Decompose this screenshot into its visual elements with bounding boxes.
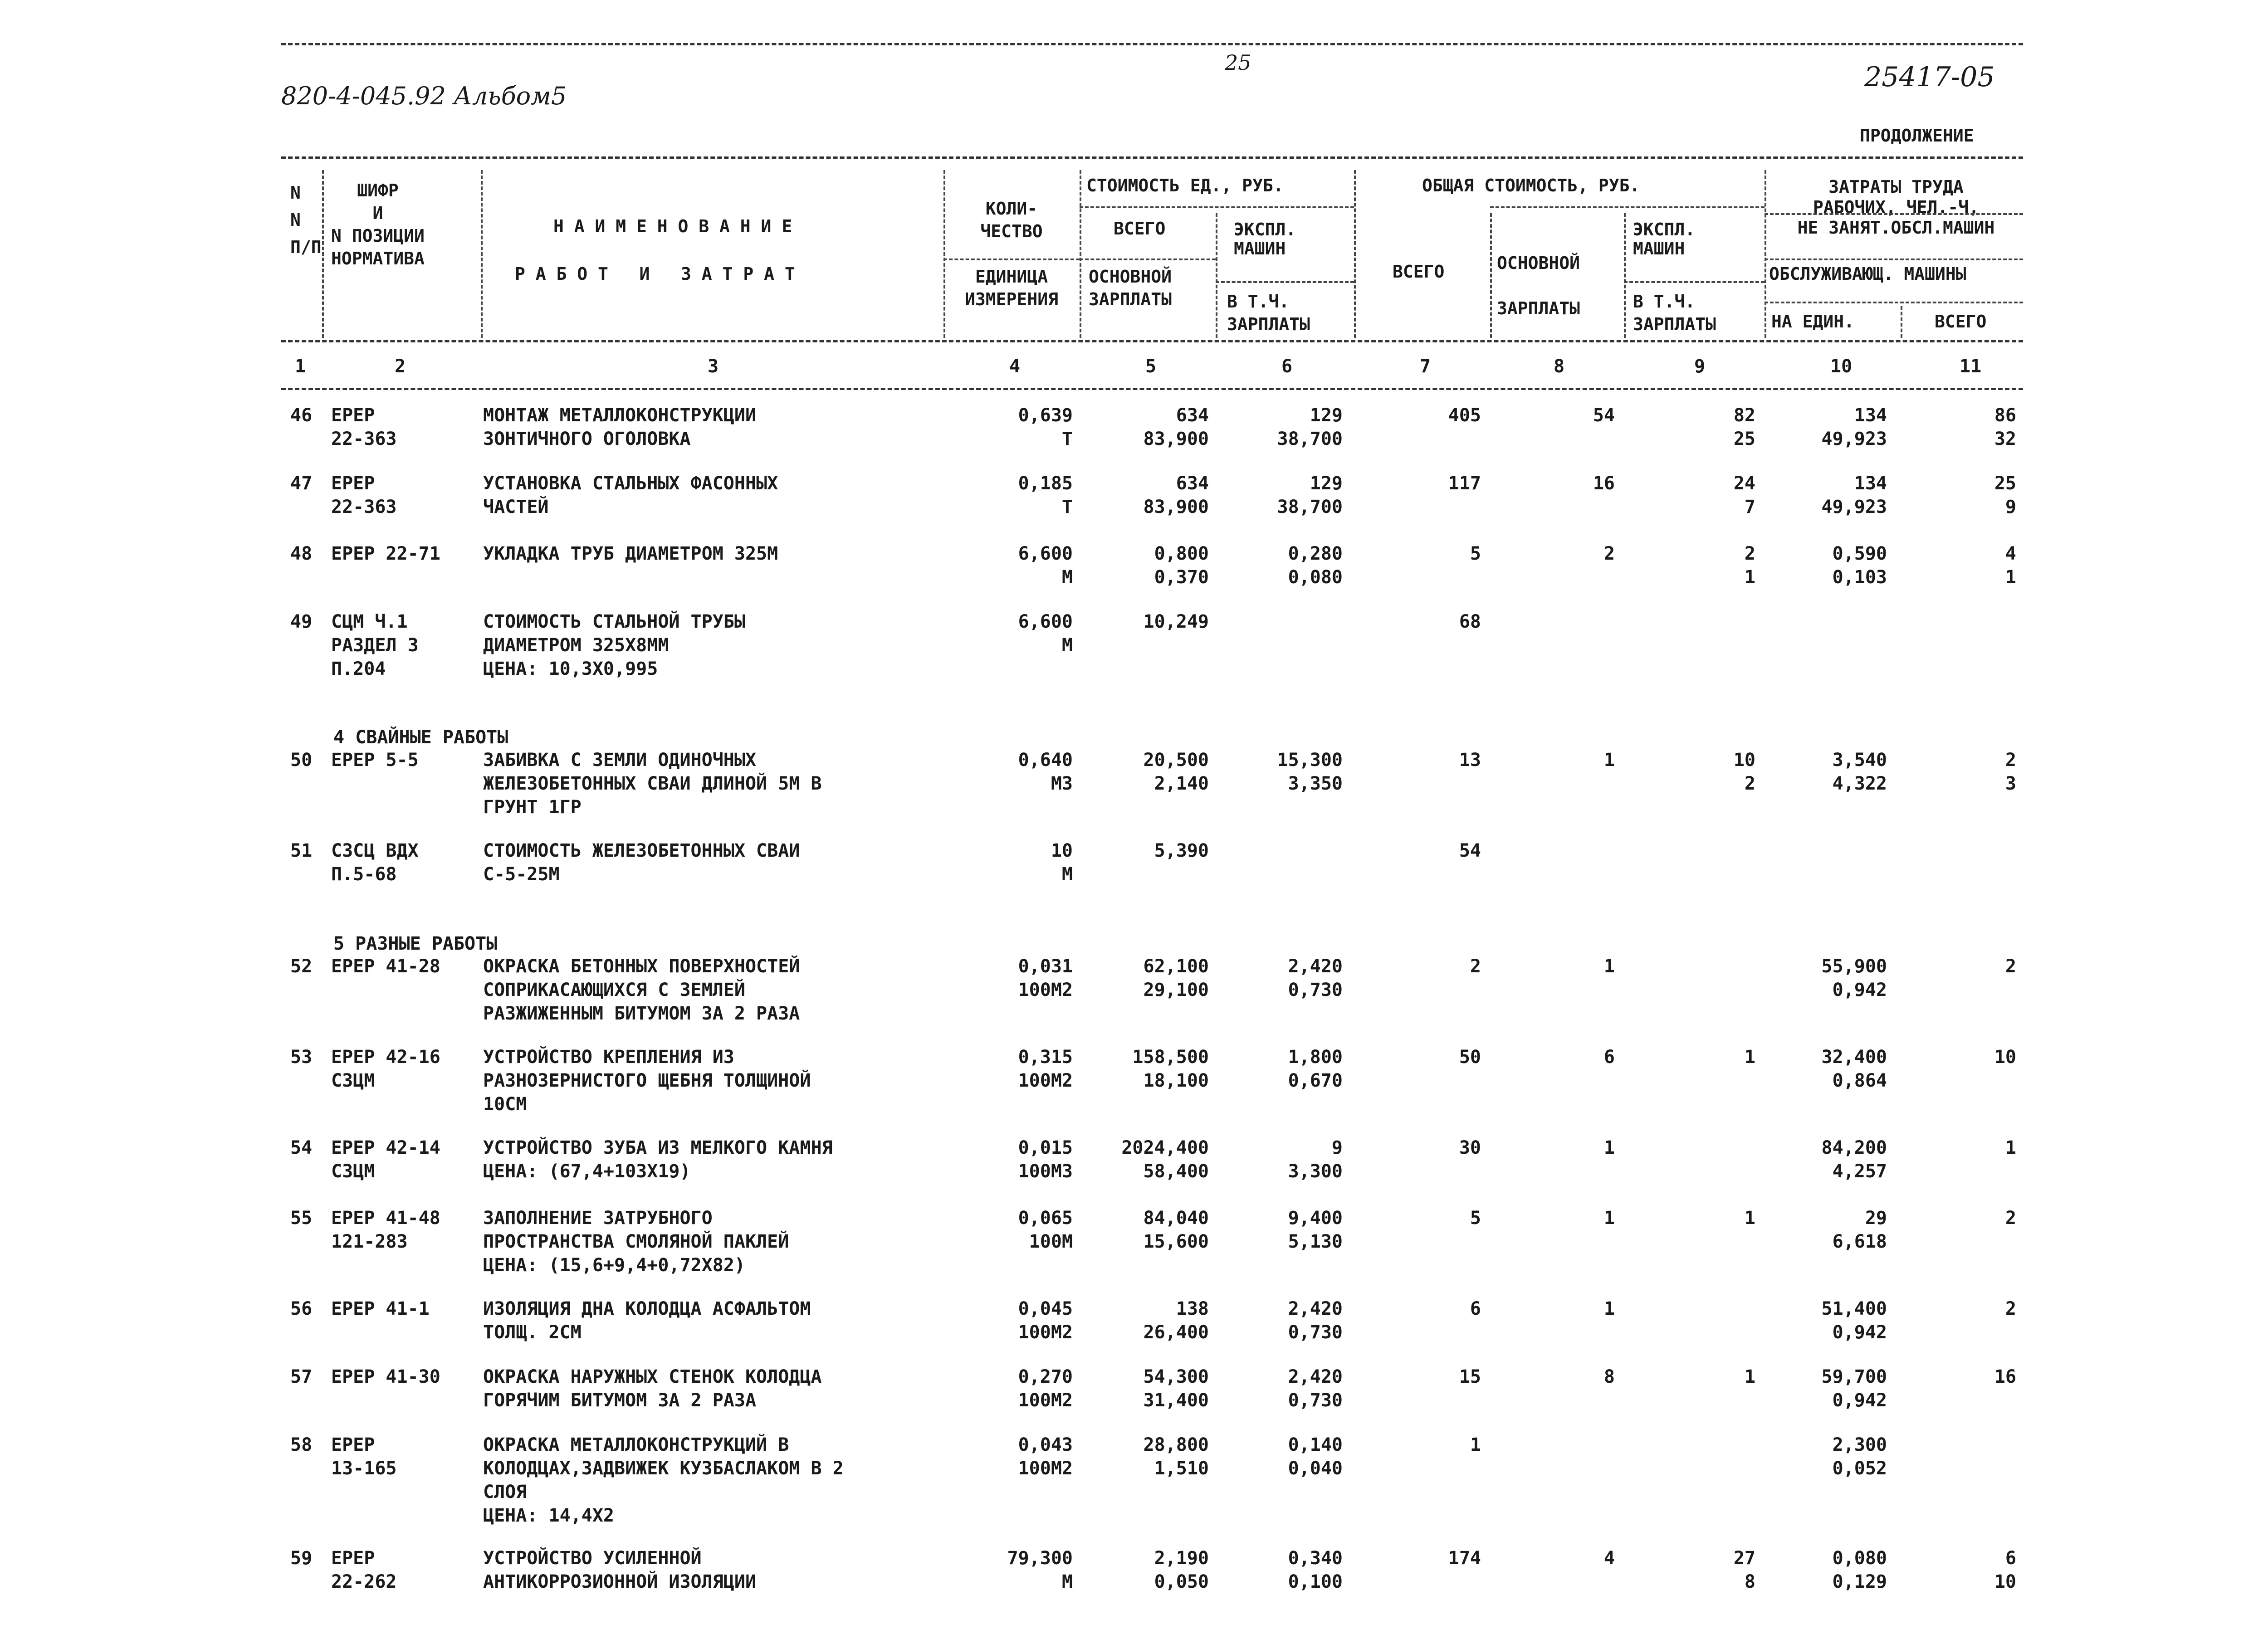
row-code: ЕРЕР 22-363 [331, 405, 397, 449]
column-number: 9 [1694, 356, 1706, 377]
header-divider [1624, 281, 1765, 283]
row-number: 56 [290, 1298, 313, 1319]
row-base-wages: 1 [1603, 1208, 1615, 1229]
row-base-wages: 8 [1603, 1366, 1615, 1387]
row-labor-total: 2 [2005, 1298, 2016, 1319]
column-number: 11 [1960, 356, 1982, 377]
table-header-top-rule [281, 156, 2023, 159]
page-number: 25 [1225, 50, 1251, 75]
row-total: 13 [1459, 750, 1481, 771]
header-divider [1765, 302, 2023, 303]
column-number: 4 [1009, 356, 1021, 377]
header-separator [481, 170, 483, 338]
column-number: 6 [1281, 356, 1293, 377]
row-quantity: 0,015 100М3 [1018, 1137, 1073, 1182]
header-col-6-top: ЭКСПЛ. МАШИН [1234, 219, 1296, 259]
row-name: УСТРОЙСТВО ЗУБА ИЗ МЕЛКОГО КАМНЯ ЦЕНА: (67,4+103Х19) [483, 1137, 833, 1182]
row-unit-machines: 0,280 0,080 [1288, 543, 1343, 588]
header-separator [1901, 306, 1902, 338]
row-labor-unit: 0,590 0,103 [1832, 543, 1887, 588]
row-total: 1 [1470, 1434, 1481, 1455]
row-base-wages: 4 [1603, 1548, 1615, 1569]
row-base-wages: 54 [1593, 405, 1615, 426]
row-labor-unit: 134 49,923 [1821, 473, 1887, 517]
document-number: 25417-05 [1864, 61, 1995, 93]
row-total: 5 [1470, 1208, 1481, 1229]
header-col-8: ОСНОВНОЙ ЗАРПЛАТЫ [1497, 253, 1580, 318]
row-labor-unit: 2,300 0,052 [1832, 1434, 1887, 1479]
row-machines: 24 7 [1733, 473, 1755, 517]
row-labor-unit: 32,400 0,864 [1821, 1047, 1887, 1091]
header-divider [943, 259, 1080, 260]
column-number: 10 [1830, 356, 1853, 377]
row-labor-unit: 29 6,618 [1832, 1208, 1887, 1252]
row-unit-machines: 0,340 0,100 [1288, 1548, 1343, 1592]
header-separator [1354, 170, 1356, 338]
row-machines: 1 [1744, 1208, 1755, 1229]
row-total: 15 [1459, 1366, 1481, 1387]
header-col-9-top: ЭКСПЛ. МАШИН [1633, 219, 1696, 259]
row-name: УСТАНОВКА СТАЛЬНЫХ ФАСОННЫХ ЧАСТЕЙ [483, 473, 778, 517]
row-code: ЕРЕР 5-5 [331, 750, 419, 771]
row-code: ЕРЕР 13-165 [331, 1434, 397, 1479]
header-group-unit-cost: СТОИМОСТЬ ЕД., РУБ. [1086, 176, 1284, 195]
row-number: 57 [290, 1366, 313, 1387]
row-machines: 27 8 [1733, 1548, 1755, 1592]
column-number-bottom-rule [281, 388, 2023, 390]
row-unit-total: 158,500 18,100 [1132, 1047, 1209, 1091]
row-unit-machines: 15,300 3,350 [1277, 750, 1343, 794]
header-col-7: ВСЕГО [1393, 262, 1445, 282]
row-unit-total: 0,800 0,370 [1154, 543, 1209, 588]
row-number: 58 [290, 1434, 313, 1455]
row-unit-machines: 2,420 0,730 [1288, 1366, 1343, 1411]
row-machines: 82 25 [1733, 405, 1755, 449]
row-code: СЦМ Ч.1 РАЗДЕЛ 3 П.204 [331, 611, 419, 679]
row-number: 50 [290, 750, 313, 771]
row-labor-unit: 84,200 4,257 [1821, 1137, 1887, 1182]
row-number: 54 [290, 1137, 313, 1158]
row-unit-machines: 2,420 0,730 [1288, 1298, 1343, 1343]
header-divider [1765, 259, 2023, 260]
header-col-10-11-sub: ОБСЛУЖИВАЮЩ. МАШИНЫ [1769, 264, 1966, 284]
row-unit-machines: 2,420 0,730 [1288, 956, 1343, 1000]
row-base-wages: 1 [1603, 1137, 1615, 1158]
row-unit-total: 20,500 2,140 [1143, 750, 1209, 794]
row-code: ЕРЕР 41-28 [331, 956, 440, 977]
row-base-wages: 1 [1603, 750, 1615, 771]
row-number: 49 [290, 611, 313, 632]
row-unit-total: 634 83,900 [1143, 473, 1209, 517]
row-base-wages: 1 [1603, 1298, 1615, 1319]
column-number: 3 [708, 356, 719, 377]
row-quantity: 0,185 Т [1018, 473, 1073, 517]
row-machines: 1 [1744, 1047, 1755, 1068]
row-total: 30 [1459, 1137, 1481, 1158]
header-col-5-top: ВСЕГО [1114, 219, 1166, 239]
row-number: 52 [290, 956, 313, 977]
header-divider [1490, 206, 1765, 208]
row-total: 2 [1470, 956, 1481, 977]
row-machines: 1 [1744, 1366, 1755, 1387]
row-unit-total: 5,390 [1154, 840, 1209, 861]
header-divider [1765, 213, 2023, 215]
row-machines: 2 1 [1744, 543, 1755, 588]
header-col-11: ВСЕГО [1935, 312, 1987, 332]
row-number: 53 [290, 1047, 313, 1068]
row-number: 55 [290, 1208, 313, 1229]
row-code: ЕРЕР 41-48 121-283 [331, 1208, 440, 1252]
row-machines: 10 2 [1733, 750, 1755, 794]
row-unit-total: 10,249 [1143, 611, 1209, 632]
row-quantity: 0,045 100М2 [1018, 1298, 1073, 1343]
row-quantity: 10 М [1051, 840, 1073, 885]
header-separator [1080, 170, 1081, 338]
row-unit-machines: 129 38,700 [1277, 405, 1343, 449]
row-number: 48 [290, 543, 313, 564]
row-unit-machines: 1,800 0,670 [1288, 1047, 1343, 1091]
row-quantity: 6,600 М [1018, 543, 1073, 588]
row-unit-total: 28,800 1,510 [1143, 1434, 1209, 1479]
column-number: 5 [1145, 356, 1157, 377]
row-labor-total: 2 3 [2005, 750, 2016, 794]
row-name: ОКРАСКА НАРУЖНЫХ СТЕНОК КОЛОДЦА ГОРЯЧИМ БИТУМОМ ЗА 2 РАЗА [483, 1366, 822, 1411]
row-quantity: 0,031 100М2 [1018, 956, 1073, 1000]
row-number: 46 [290, 405, 313, 426]
header-separator [1216, 213, 1217, 338]
row-total: 174 [1448, 1548, 1481, 1569]
table-header-bottom-rule [281, 340, 2023, 342]
header-col-4-top: КОЛИ- ЧЕСТВО [980, 199, 1043, 241]
row-labor-unit: 55,900 0,942 [1821, 956, 1887, 1000]
row-base-wages: 16 [1593, 473, 1615, 494]
row-number: 47 [290, 473, 313, 494]
row-labor-total: 1 [2005, 1137, 2016, 1158]
row-unit-machines: 9 3,300 [1288, 1137, 1343, 1182]
header-divider [1080, 259, 1216, 260]
row-unit-total: 62,100 29,100 [1143, 956, 1209, 1000]
row-name: МОНТАЖ МЕТАЛЛОКОНСТРУКЦИИ ЗОНТИЧНОГО ОГОЛОВКА [483, 405, 757, 449]
row-quantity: 0,270 100М2 [1018, 1366, 1073, 1411]
row-name: ИЗОЛЯЦИЯ ДНА КОЛОДЦА АСФАЛЬТОМ ТОЛЩ. 2СМ [483, 1298, 811, 1343]
row-total: 117 [1448, 473, 1481, 494]
row-number: 59 [290, 1548, 313, 1569]
row-quantity: 79,300 М [1007, 1548, 1073, 1592]
top-rule [281, 43, 2023, 45]
row-total: 5 [1470, 543, 1481, 564]
row-total: 54 [1459, 840, 1481, 861]
row-labor-total: 2 [2005, 956, 2016, 977]
row-code: ЕРЕР 42-16 СЗЦМ [331, 1047, 440, 1091]
row-name: ЗАПОЛНЕНИЕ ЗАТРУБНОГО ПРОСТРАНСТВА СМОЛЯНОЙ ПАКЛЕЙ ЦЕНА: (15,6+9,4+0,72Х82) [483, 1208, 789, 1276]
header-col-6-bottom: В Т.Ч. ЗАРПЛАТЫ [1227, 292, 1310, 334]
header-group-labor: ЗАТРАТЫ ТРУДА РАБОЧИХ, ЧЕЛ.-Ч, НЕ ЗАНЯТ.ОБСЛ.МАШИН [1797, 177, 1995, 238]
row-total: 50 [1459, 1047, 1481, 1068]
header-col-10: НА ЕДИН. [1771, 312, 1855, 332]
row-name: ЗАБИВКА С ЗЕМЛИ ОДИНОЧНЫХ ЖЕЛЕЗОБЕТОННЫХ СВАИ ДЛИНОЙ 5М В ГРУНТ 1ГР [483, 750, 822, 818]
row-code: ЕРЕР 22-71 [331, 543, 440, 564]
row-quantity: 0,640 М3 [1018, 750, 1073, 794]
row-total: 68 [1459, 611, 1481, 632]
row-name: ОКРАСКА БЕТОННЫХ ПОВЕРХНОСТЕЙ СОПРИКАСАЮЩИХСЯ С ЗЕМЛЕЙ РАЗЖИЖЕННЫМ БИТУМОМ ЗА 2 РАЗА [483, 956, 800, 1024]
header-col-1: N N П/П [290, 183, 322, 257]
row-name: УСТРОЙСТВО УСИЛЕННОЙ АНТИКОРРОЗИОННОЙ ИЗОЛЯЦИИ [483, 1548, 757, 1592]
row-labor-total: 10 [1994, 1047, 2016, 1068]
document-code: 820-4-045.92 Альбом5 [281, 82, 567, 110]
row-name: УКЛАДКА ТРУБ ДИАМЕТРОМ 325М [483, 543, 778, 564]
row-labor-total: 6 10 [1994, 1548, 2016, 1592]
header-col-9-bottom: В Т.Ч. ЗАРПЛАТЫ [1633, 292, 1716, 334]
row-labor-unit: 59,700 0,942 [1821, 1366, 1887, 1411]
header-divider [1080, 206, 1354, 208]
row-quantity: 0,043 100М2 [1018, 1434, 1073, 1479]
row-quantity: 6,600 М [1018, 611, 1073, 656]
header-col-3-sub: Р А Б О Т И З А Т Р А Т [515, 264, 795, 284]
header-divider [1216, 281, 1354, 283]
row-unit-total: 2,190 0,050 [1154, 1548, 1209, 1592]
row-unit-total: 2024,400 58,400 [1121, 1137, 1209, 1182]
row-labor-unit: 0,080 0,129 [1832, 1548, 1887, 1592]
row-code: ЕРЕР 41-1 [331, 1298, 430, 1319]
header-col-3-title: Н А И М Е Н О В А Н И Е [553, 216, 792, 236]
row-code: СЗСЦ ВДХ П.5-68 [331, 840, 419, 885]
row-base-wages: 6 [1603, 1047, 1615, 1068]
row-unit-machines: 0,140 0,040 [1288, 1434, 1343, 1479]
row-labor-unit: 3,540 4,322 [1832, 750, 1887, 794]
row-code: ЕРЕР 22-262 [331, 1548, 397, 1592]
header-col-2: ШИФР И N ПОЗИЦИИ НОРМАТИВА [331, 180, 425, 268]
header-separator [943, 170, 945, 338]
row-unit-total: 84,040 15,600 [1143, 1208, 1209, 1252]
row-unit-machines: 129 38,700 [1277, 473, 1343, 517]
row-labor-total: 16 [1994, 1366, 2016, 1387]
row-code: ЕРЕР 42-14 СЗЦМ [331, 1137, 440, 1182]
continuation-label: ПРОДОЛЖЕНИЕ [1860, 126, 1974, 146]
column-number: 8 [1554, 356, 1565, 377]
section-heading: 4 СВАЙНЫЕ РАБОТЫ [333, 727, 508, 748]
row-unit-total: 634 83,900 [1143, 405, 1209, 449]
row-unit-total: 138 26,400 [1143, 1298, 1209, 1343]
header-separator [1624, 213, 1626, 338]
row-quantity: 0,065 100М [1018, 1208, 1073, 1252]
header-col-4-bottom: ЕДИНИЦА ИЗМЕРЕНИЯ [965, 267, 1058, 309]
header-separator [1490, 213, 1492, 338]
row-name: СТОИМОСТЬ ЖЕЛЕЗОБЕТОННЫХ СВАИ С-5-25М [483, 840, 800, 885]
row-name: СТОИМОСТЬ СТАЛЬНОЙ ТРУБЫ ДИАМЕТРОМ 325Х8ММ ЦЕНА: 10,3Х0,995 [483, 611, 745, 679]
row-code: ЕРЕР 41-30 [331, 1366, 440, 1387]
row-name: УСТРОЙСТВО КРЕПЛЕНИЯ ИЗ РАЗНОЗЕРНИСТОГО ЩЕБНЯ ТОЛЩИНОЙ 10СМ [483, 1047, 811, 1115]
section-heading: 5 РАЗНЫЕ РАБОТЫ [333, 933, 498, 954]
row-total: 405 [1448, 405, 1481, 426]
row-code: ЕРЕР 22-363 [331, 473, 397, 517]
row-quantity: 0,639 Т [1018, 405, 1073, 449]
row-labor-total: 4 1 [2005, 543, 2016, 588]
row-labor-total: 2 [2005, 1208, 2016, 1229]
column-number: 7 [1420, 356, 1431, 377]
row-unit-machines: 9,400 5,130 [1288, 1208, 1343, 1252]
column-number: 1 [295, 356, 306, 377]
row-name: ОКРАСКА МЕТАЛЛОКОНСТРУКЦИЙ В КОЛОДЦАХ,ЗАДВИЖЕК КУЗБАСЛАКОМ В 2 СЛОЯ ЦЕНА: 14,4Х2 [483, 1434, 844, 1526]
header-separator [1765, 170, 1766, 338]
row-total: 6 [1470, 1298, 1481, 1319]
row-labor-unit: 134 49,923 [1821, 405, 1887, 449]
row-unit-total: 54,300 31,400 [1143, 1366, 1209, 1411]
row-number: 51 [290, 840, 313, 861]
row-base-wages: 2 [1603, 543, 1615, 564]
row-labor-total: 86 32 [1994, 405, 2016, 449]
header-col-5-bottom: ОСНОВНОЙ ЗАРПЛАТЫ [1089, 267, 1172, 309]
row-labor-total: 25 9 [1994, 473, 2016, 517]
row-labor-unit: 51,400 0,942 [1821, 1298, 1887, 1343]
header-separator [322, 170, 324, 338]
header-group-total-cost: ОБЩАЯ СТОИМОСТЬ, РУБ. [1422, 176, 1640, 195]
column-number: 2 [395, 356, 406, 377]
row-base-wages: 1 [1603, 956, 1615, 977]
row-quantity: 0,315 100М2 [1018, 1047, 1073, 1091]
